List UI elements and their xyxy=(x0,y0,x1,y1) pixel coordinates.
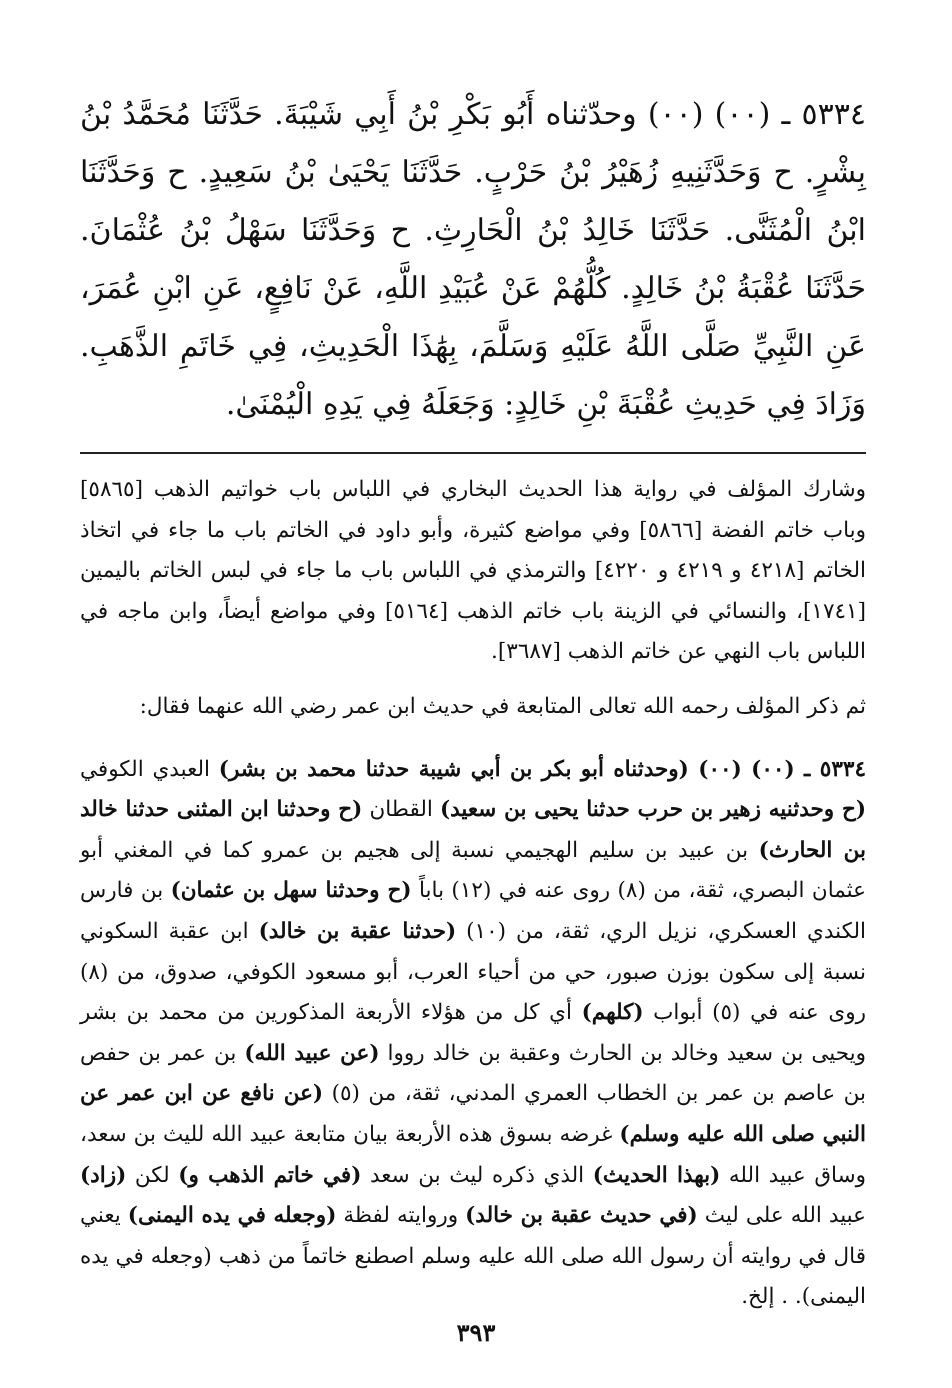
hadith-text: ٥٣٣٤ ـ (٠٠) (٠٠) وحدّثناه أَبُو بَكْرِ بْنُ أَبِي شَيْبَةَ. حَدَّثَنَا مُحَمَّدُ بْنُ بِشْرٍ. ح وَحَدَّثَنِيهِ زُهَيْرُ بْنُ حَرْبٍ. حَدَّثَنَا يَحْيَىٰ بْنُ سَعِيدٍ. ح وَحَدَّثَنَا ابْنُ الْمُثَنَّى. حَدَّثَنَا خَالِدُ بْنُ الْحَارِثِ. ح وَحَدَّثَنَا سَهْلُ بْنُ عُثْمَانَ. حَدَّثَنَا عُقْبَةُ بْنُ خَالِدٍ. كُلُّهُمْ عَنْ عُبَيْدِ اللَّهِ، عَنْ نَافِعٍ، عَنِ ابْنِ عُمَرَ، عَنِ النَّبِيِّ صَلَّى اللَّهُ عَلَيْهِ وَسَلَّمَ، بِهَٰذَا الْحَدِيثِ، فِي خَاتَمِ الذَّهَبِ. وَزَادَ فِي حَدِيثِ عُقْبَةَ بْنِ خَالِدٍ: وَجَعَلَهُ فِي يَدِهِ الْيُمْنَىٰ. xyxy=(80,97,866,422)
sharh-quote: (ح وحدثنا سهل بن عثمان) xyxy=(170,878,412,904)
sharh-text: عبيد الله على ليث xyxy=(697,1203,866,1229)
separator-rule xyxy=(80,452,866,454)
sharh-text: لكن xyxy=(126,1162,179,1188)
page-number: ٣٩٣ xyxy=(456,1318,496,1347)
sharh-text: بن فارس الكندي العسكري، نزيل الري، ثقة، من (١٠) xyxy=(80,878,866,944)
sharh-quote: (ح وحدثنا ابن المثنى حدثنا خالد بن الحارث) xyxy=(80,797,866,863)
sharh-quote: (بهذا الحديث) xyxy=(592,1162,721,1188)
sharh-quote: (حدثنا عقبة بن خالد) xyxy=(258,918,457,944)
sharh-text: الذي ذكره ليث بن سعد xyxy=(361,1162,593,1188)
sharh-quote: (في خاتم الذهب و) xyxy=(178,1162,362,1188)
sharh-quote: (كلهم) xyxy=(581,1000,644,1026)
intro-paragraph: ثم ذكر المؤلف رحمه الله تعالى المتابعة في حديث ابن عمر رضي الله عنهما فقال: xyxy=(139,693,866,719)
page-body xyxy=(80,86,866,1318)
sharh-text: ابن عقبة السكوني نسبة إلى سكون بوزن صبور، حي من أحياء العرب، أبو مسعود الكوفي، صدوق، من (٨) روى عنه في (٥) أبواب xyxy=(80,918,866,1026)
takhrij-paragraph: وشارك المؤلف في رواية هذا الحديث البخاري في اللباس باب خواتيم الذهب [٥٨٦٥] وباب خاتم الفضة [٥٨٦٦] وفي مواضع كثيرة، وأبو داود في الخاتم باب ما جاء في اتخاذ الخاتم [٤٢١٨ و ٤٢١٩ و ٤٢٢٠] والترمذي في اللباس باب ما جاء في لبس الخاتم باليمين [١٧٤١]، والنسائي في الزينة باب خاتم الذهب [٥١٦٤] وفي مواضع أيضاً، وابن ماجه في اللباس باب النهي عن خاتم الذهب [٣٦٨٧]. xyxy=(80,477,866,665)
sharh-text: غرضه بسوق هذه الأربعة بيان متابعة عبيد الله لليث بن سعد، وساق عبيد الله xyxy=(80,1121,866,1188)
sharh-text: وروايته لفظة xyxy=(336,1203,466,1229)
sharh-quote: (زاد) xyxy=(80,1162,127,1188)
sharh-quote: (في حديث عقبة بن خالد) xyxy=(465,1203,698,1229)
sharh-paragraph xyxy=(80,750,866,1318)
sharh-quote: (ح وحدثنيه زهير بن حرب حدثنا يحيى بن سعيد) xyxy=(439,797,866,823)
commentary xyxy=(80,470,866,1318)
sharh-text: القطان xyxy=(362,797,440,823)
sharh-text: يعني قال في روايته أن رسول الله صلى الله عليه وسلم اصطنع خاتماً من ذهب (وجعله في يده اليمنى). . إلخ. xyxy=(80,1203,866,1310)
sharh-quote: (عن نافع عن ابن عمر عن النبي صلى الله عليه وسلم) xyxy=(80,1081,866,1147)
sharh-quote: ٥٣٣٤ ـ (٠٠) (٠٠) (وحدثناه أبو بكر بن أبي شيبة حدثنا محمد بن بشر) xyxy=(218,756,866,782)
sharh-text: بن عبيد بن سليم الهجيمي نسبة إلى هجيم بن عمرو كما في المغني أبو عثمان البصري، ثقة، من (٨) روى عنه في (١٢) باباً xyxy=(80,837,866,904)
sharh-text: العبدي الكوفي xyxy=(80,756,219,782)
sharh-quote: (وجعله في يده اليمنى) xyxy=(127,1203,337,1229)
sharh-quote: (عن عبيد الله) xyxy=(244,1040,380,1066)
sharh-text: أي كل من هؤلاء الأربعة المذكورين من محمد بن بشر ويحيى بن سعيد وخالد بن الحارث وعقبة بن خالد رووا xyxy=(80,1000,866,1066)
sharh-text: بن عمر بن حفص بن عاصم بن عمر بن الخطاب العمري المدني، ثقة، من (٥) xyxy=(80,1040,866,1107)
